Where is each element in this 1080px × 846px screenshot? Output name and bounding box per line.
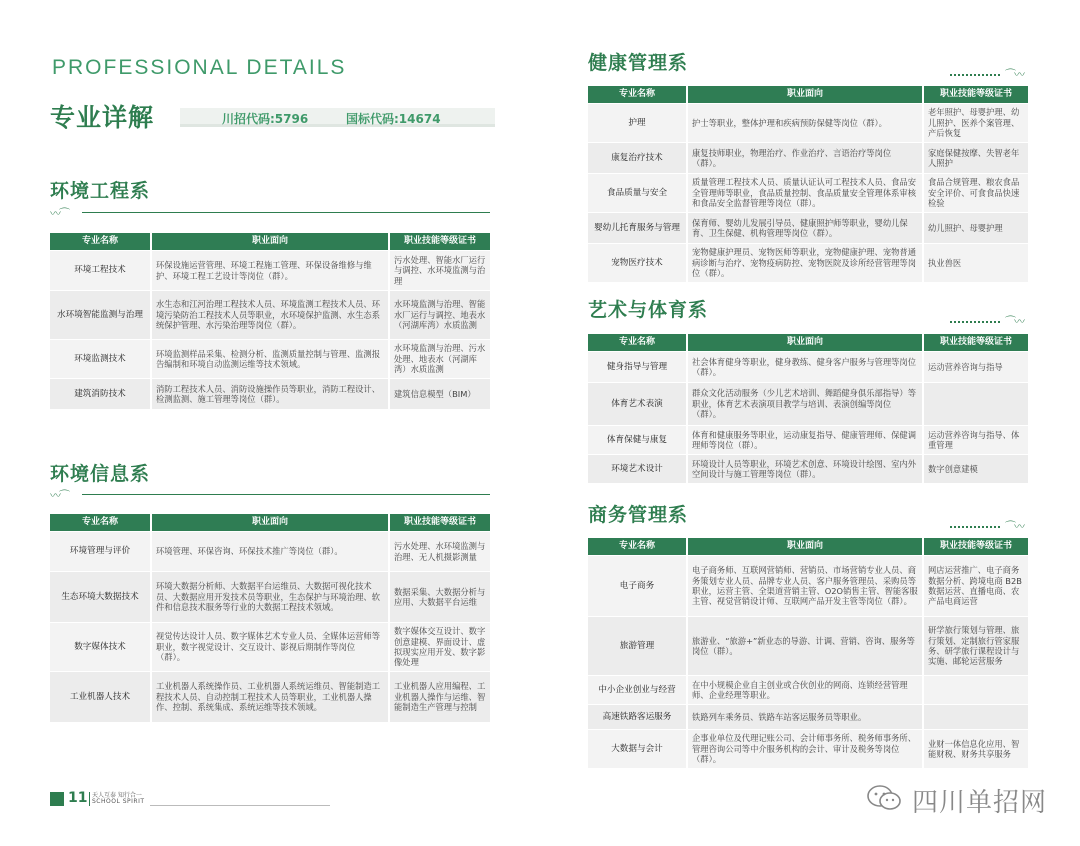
cert-text: 水环境监测与治理、污水处理、地表水（河湖库湾）水质监测 [390,340,490,378]
major-name: 工业机器人技术 [50,672,152,722]
cert-text [924,676,1028,704]
major-name: 数字媒体技术 [50,623,152,671]
cert-text: 污水处理、智能水厂运行与调控、水环境监测与治理 [390,251,490,290]
major-name: 宠物医疗技术 [588,244,688,282]
cert-text: 网店运营推广、电子商务数据分析、跨境电商 B2B 数据运营、直播电商、农产品电商运营 [924,556,1028,616]
career-text: 铁路列车乘务员、铁路车站客运服务员等职业。 [688,705,924,729]
table-row [50,340,490,378]
table-row [588,617,1028,675]
major-name: 体育艺术表演 [588,383,688,425]
page-title: 专业详解 [50,103,155,132]
watermark-text: 四川单招网 [912,788,1048,818]
table-row [588,143,1028,173]
table-row [50,379,490,409]
table-row [588,352,1028,382]
table-row [50,623,490,671]
table-business [588,537,1028,769]
col-header-major: 专业名称 [588,86,688,103]
col-header-career: 职业面向 [152,233,390,250]
cert-text: 运动营养咨询与指导 [924,352,1028,382]
page-number: 11 [68,790,88,806]
cert-text: 数据采集、大数据分析与应用、大数据平台运维 [390,572,490,622]
table-row [50,572,490,622]
section-title-env-eng: 环境工程系 [50,180,151,202]
col-header-major: 专业名称 [588,538,688,555]
cert-text: 食品合规管理、粮农食品安全评价、可食食品快速检验 [924,174,1028,212]
dotted-divider [950,526,1000,528]
footer-separator [89,792,90,806]
career-text: 环境监测样品采集、检测分析、监测质量控制与管理、监测报告编制和环境自动监测运维等技术领域。 [152,340,390,378]
major-name: 康复治疗技术 [588,143,688,173]
wechat-icon [866,784,902,812]
cert-text: 研学旅行策划与管理、旅行策划、定制旅行管家服务、研学旅行课程设计与实施、邮轮运营服务 [924,617,1028,675]
table-row [50,251,490,290]
dotted-divider [950,321,1000,323]
footer-slogan: 天人互泰 知行合一 [92,792,142,799]
major-name: 高速铁路客运服务 [588,705,688,729]
cert-text: 业财一体信息化应用、智能财税、财务共享服务 [924,730,1028,768]
career-text: 质量管理工程技术人员、质量认证认可工程技术人员、食品安全管理师等职业，食品质量控制、食品质量安全管理体系审核和食品安全监督管理等岗位（群）。 [688,174,924,212]
career-text: 水生态和江河治理工程技术人员、环境监测工程技术人员、环境污染防治工程技术人员等职业，水环境保护监测、水生态系统保护管理、水污染治理等岗位（群）。 [152,291,390,339]
col-header-career: 职业面向 [688,86,924,103]
cert-text: 老年照护、母婴护理、幼儿照护、医养个案管理、产后恢复 [924,104,1028,142]
career-text: 体育和健康服务等职业，运动康复指导、健康管理师、保健调理师等岗位（群）。 [688,426,924,454]
career-text: 旅游业、“旅游+”新业态的导游、计调、营销、咨询、服务等岗位（群）。 [688,617,924,675]
cert-text: 数字创意建模 [924,455,1028,483]
page-number-marker [50,792,64,806]
table-health [588,85,1028,283]
career-text: 电子商务师、互联网营销师、营销员、市场营销专业人员、商务策划专业人员、品牌专业人员、客户服务管理员、采购员等职业，运营主管、全渠道营销主管、O2O销售主管、智能客服主管、视觉营销设计师、互联网产品开发主管等岗位（群）。 [688,556,924,616]
major-name: 环境工程技术 [50,251,152,290]
section-title-business: 商务管理系 [588,504,689,526]
major-name: 体育保健与康复 [588,426,688,454]
cert-text: 工业机器人应用编程、工业机器人操作与运维、智能制造生产管理与控制 [390,672,490,722]
bird-icon: ⌒〰︎ [1005,315,1023,328]
table-row [588,426,1028,454]
table-row [588,104,1028,142]
table-arts [588,333,1028,484]
sichuan-code: 川招代码:5796 [222,112,309,126]
col-header-cert: 职业技能等级证书 [924,86,1028,103]
major-name: 大数据与会计 [588,730,688,768]
major-name: 健身指导与管理 [588,352,688,382]
table-row [588,705,1028,729]
table-env-eng [50,232,490,410]
career-text: 环境大数据分析师、大数据平台运维员、大数据可视化技术员、大数据应用开发技术员等职业，生态保护与环境治理、软件和信息技术服务等行业的大数据工程技术领域。 [152,572,390,622]
section-title-arts: 艺术与体育系 [588,299,709,321]
major-name: 电子商务 [588,556,688,616]
col-header-cert: 职业技能等级证书 [924,334,1028,351]
career-text: 护士等职业，整体护理和疾病预防保健等岗位（群）。 [688,104,924,142]
bird-icon: 〰︎⌒ [50,489,68,502]
major-name: 建筑消防技术 [50,379,152,409]
cert-text [924,383,1028,425]
career-text: 社会体育健身等职业，健身教练、健身客户服务与管理等岗位（群）。 [688,352,924,382]
table-row [588,244,1028,282]
table-row [50,532,490,571]
table-row [50,291,490,339]
career-text: 环境设计人员等职业，环境艺术创意、环境设计绘图、室内外空间设计与施工管理等岗位（群）。 [688,455,924,483]
major-name: 水环境智能监测与治理 [50,291,152,339]
section-divider [82,494,490,495]
footer-slogan-en: SCHOOL SPIRIT [92,798,145,805]
major-name: 中小企业创业与经营 [588,676,688,704]
table-row [588,213,1028,243]
career-text: 康复技师职业，物理治疗、作业治疗、言语治疗等岗位（群）。 [688,143,924,173]
col-header-career: 职业面向 [688,538,924,555]
col-header-major: 专业名称 [588,334,688,351]
major-name: 环境艺术设计 [588,455,688,483]
major-name: 环境监测技术 [50,340,152,378]
career-text: 保育师、婴幼儿发展引导员、健康照护师等职业，婴幼儿保育、卫生保健、机构管理等岗位（群）。 [688,213,924,243]
cert-text: 污水处理、水环境监测与治理、无人机摄影测量 [390,532,490,571]
table-row [588,383,1028,425]
col-header-cert: 职业技能等级证书 [390,233,490,250]
table-row [588,730,1028,768]
cert-text: 执业兽医 [924,244,1028,282]
col-header-major: 专业名称 [50,514,152,531]
col-header-cert: 职业技能等级证书 [924,538,1028,555]
section-title-env-info: 环境信息系 [50,463,151,485]
major-name: 旅游管理 [588,617,688,675]
major-name: 环境管理与评价 [50,532,152,571]
cert-text: 建筑信息模型（BIM） [390,379,490,409]
career-text: 视觉传达设计人员、数字媒体艺术专业人员、全媒体运营师等职业，数字视觉设计、交互设计、影视后期制作等岗位（群）。 [152,623,390,671]
career-text: 工业机器人系统操作员、工业机器人系统运维员、智能制造工程技术人员、自动控制工程技术人员等职业，工业机器人操作、控制、系统集成、系统运维等技术领域。 [152,672,390,722]
section-title-health: 健康管理系 [588,52,689,74]
career-text: 群众文化活动服务（少儿艺术培训、舞蹈健身俱乐部指导）等职业，体育艺术表演项目教学与培训、表演创编等岗位（群）。 [688,383,924,425]
table-row [588,455,1028,483]
career-text: 企事业单位及代理记账公司、会计师事务所、税务师事务所、管理咨询公司等中介服务机构的会计、审计及税务等岗位（群）。 [688,730,924,768]
major-name: 生态环境大数据技术 [50,572,152,622]
cert-text: 运动营养咨询与指导、体重管理 [924,426,1028,454]
table-row [50,672,490,722]
career-text: 在中小规模企业自主创业或合伙创业的网商、连锁经营管理师、企业经理等职业。 [688,676,924,704]
career-text: 环保设施运营管理、环境工程施工管理、环保设备维修与维护、环境工程工艺设计等岗位（群）。 [152,251,390,290]
cert-text: 家庭保健按摩、失智老年人照护 [924,143,1028,173]
table-row [588,174,1028,212]
major-name: 婴幼儿托育服务与管理 [588,213,688,243]
footer-divider [150,805,330,806]
col-header-cert: 职业技能等级证书 [390,514,490,531]
col-header-career: 职业面向 [152,514,390,531]
bird-icon: ⌒〰︎ [1005,68,1023,81]
career-text: 环境管理、环保咨询、环保技术推广等岗位（群）。 [152,532,390,571]
career-text: 宠物健康护理员、宠物医师等职业，宠物健康护理、宠物普通病诊断与治疗、宠物疫病防控、宠物医院及诊所经营管理等岗位（群）。 [688,244,924,282]
professional-details-heading: PROFESSIONAL DETAILS [52,56,347,79]
col-header-career: 职业面向 [688,334,924,351]
bird-icon: 〰︎⌒ [50,207,68,220]
table-row [588,556,1028,616]
cert-text: 水环境监测与治理、智能水厂运行与调控、地表水（河湖库湾）水质监测 [390,291,490,339]
cert-text: 数字媒体交互设计、数字创意建模、界面设计、虚拟现实应用开发、数字影像处理 [390,623,490,671]
table-row [588,676,1028,704]
cert-text: 幼儿照护、母婴护理 [924,213,1028,243]
section-divider [82,212,490,213]
table-env-info [50,513,490,723]
career-text: 消防工程技术人员、消防设施操作员等职业，消防工程设计、检测监测、施工管理等岗位（群）。 [152,379,390,409]
dotted-divider [950,74,1000,76]
bird-icon: ⌒〰︎ [1005,520,1023,533]
col-header-major: 专业名称 [50,233,152,250]
major-name: 护理 [588,104,688,142]
national-code: 国标代码:14674 [346,112,441,126]
major-name: 食品质量与安全 [588,174,688,212]
cert-text [924,705,1028,729]
